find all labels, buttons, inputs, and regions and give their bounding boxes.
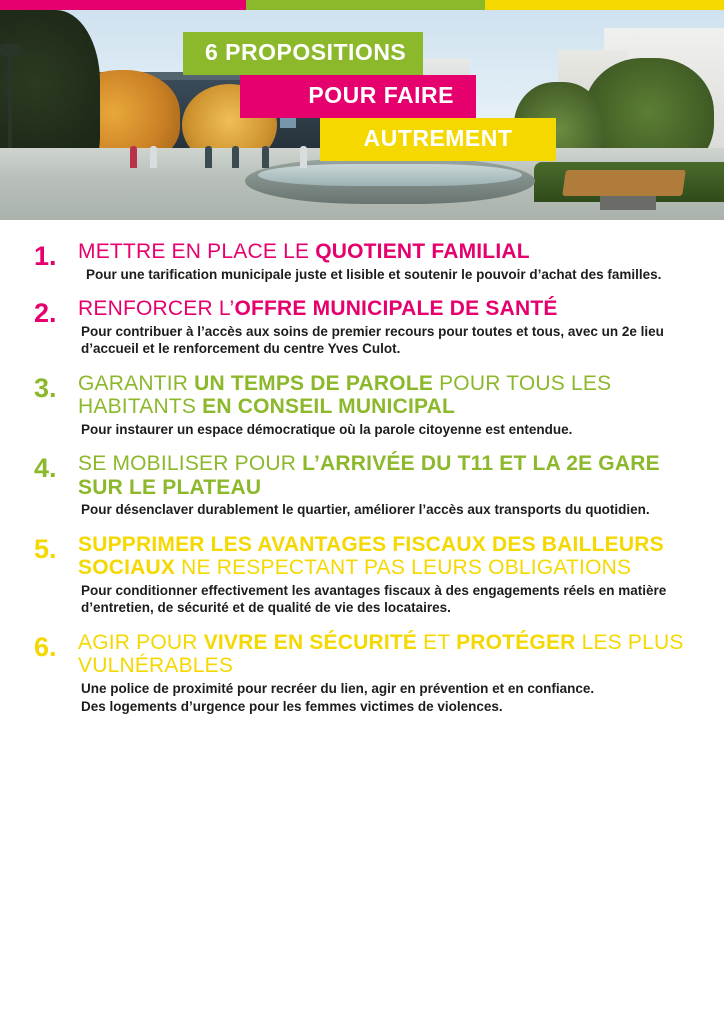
item-subtitle-line: d’accueil et le renforcement du centre Yves Culot.: [81, 341, 401, 357]
list-item: [34, 372, 696, 439]
list-item: [34, 297, 696, 358]
strip-segment-pink: [0, 0, 246, 10]
item-title-bold: QUOTIENT FAMILIAL: [315, 240, 530, 263]
item-title-bold: L’ARRIVÉE DU T11 ET LA 2E GARE SUR LE PLATEAU: [78, 452, 660, 499]
list-item: [34, 452, 696, 519]
item-body: [78, 533, 696, 617]
item-title: [78, 533, 696, 580]
item-number: 5.: [34, 533, 57, 564]
item-body: [78, 240, 696, 283]
item-subtitle-line: Des logements d’urgence pour les femmes victimes de violences.: [81, 698, 503, 714]
item-title: [78, 240, 696, 264]
proposals-list: [0, 240, 724, 729]
item-title: [78, 372, 696, 419]
item-body: [78, 631, 696, 715]
item-subtitle-line: Pour contribuer à l’accès aux soins de premier recours pour toutes et tous, avec un 2e lieu: [81, 323, 664, 339]
item-title-plain: RENFORCER L’: [78, 297, 235, 321]
item-body: [78, 297, 696, 358]
item-body: [78, 452, 696, 519]
item-title-plain: SE MOBILISER POUR: [78, 452, 303, 476]
item-title-bold: SUPPRIMER LES AVANTAGES FISCAUX DES BAILLEURS SOCIAUX: [78, 532, 664, 580]
item-title-bold-2: PROTÉGER: [456, 630, 576, 654]
item-subtitle: [78, 501, 696, 519]
item-title-plain: METTRE EN PLACE LE: [78, 240, 316, 263]
item-subtitle-line: d’entretien, de sécurité et de qualité de vie des locataires.: [81, 600, 451, 616]
item-title: [78, 297, 696, 321]
item-title-bold: VIVRE EN SÉCURITÉ: [203, 630, 418, 654]
item-subtitle: [78, 421, 696, 439]
item-number: 6.: [34, 631, 57, 662]
item-title: [78, 452, 696, 499]
bench-legs: [600, 194, 656, 210]
item-number: 1.: [34, 241, 57, 271]
item-subtitle-line: Pour désenclaver durablement le quartier, améliorer l’accès aux transports du quotidien.: [81, 502, 650, 518]
fountain-water: [258, 164, 522, 186]
item-number: 4.: [34, 453, 57, 484]
item-title-plain: GARANTIR: [78, 371, 195, 395]
item-body: [78, 372, 696, 439]
item-subtitle-line: Pour instaurer un espace démocratique où la parole citoyenne est entendue.: [81, 421, 573, 437]
bench: [562, 170, 686, 196]
item-title: [78, 631, 696, 678]
item-title-plain-2: ET: [417, 630, 457, 654]
list-item: [34, 240, 696, 283]
item-subtitle: [78, 266, 696, 284]
item-subtitle: [78, 582, 696, 617]
item-subtitle: [78, 323, 696, 358]
item-title-plain-2: NE RESPECTANT PAS LEURS OBLIGATIONS: [175, 556, 632, 580]
list-item: [34, 533, 696, 617]
item-title-bold-2: EN CONSEIL MUNICIPAL: [202, 395, 456, 419]
title-banner-group: [0, 32, 724, 161]
item-title-plain-2: POUR TOUS LES HABITANTS: [78, 371, 612, 419]
item-title-bold: OFFRE MUNICIPALE DE SANTÉ: [234, 297, 558, 321]
item-subtitle-line: Une police de proximité pour recréer du lien, agir en prévention et en confiance.: [81, 680, 595, 696]
item-number: 3.: [34, 372, 57, 403]
item-subtitle: [78, 680, 696, 715]
banner-title-3: AUTREMENT: [320, 118, 556, 161]
banner-title-1: 6 PROPOSITIONS: [183, 32, 423, 75]
list-item: [34, 631, 696, 715]
banner-title-2: POUR FAIRE: [240, 75, 476, 118]
item-subtitle-line: Pour conditionner effectivement les avantages fiscaux à des engagements réels en matière: [81, 582, 667, 598]
item-number: 2.: [34, 298, 57, 329]
strip-segment-green: [246, 0, 485, 10]
item-title-plain-3: LES PLUS VULNÉRABLES: [78, 630, 684, 678]
item-subtitle-line: Pour une tarification municipale juste et lisible et soutenir le pouvoir d’achat des familles.: [86, 266, 662, 282]
item-title-plain: AGIR POUR: [78, 630, 204, 654]
item-title-bold: UN TEMPS DE PAROLE: [194, 371, 434, 395]
strip-segment-yellow: [485, 0, 724, 10]
top-color-strip: [0, 0, 724, 10]
